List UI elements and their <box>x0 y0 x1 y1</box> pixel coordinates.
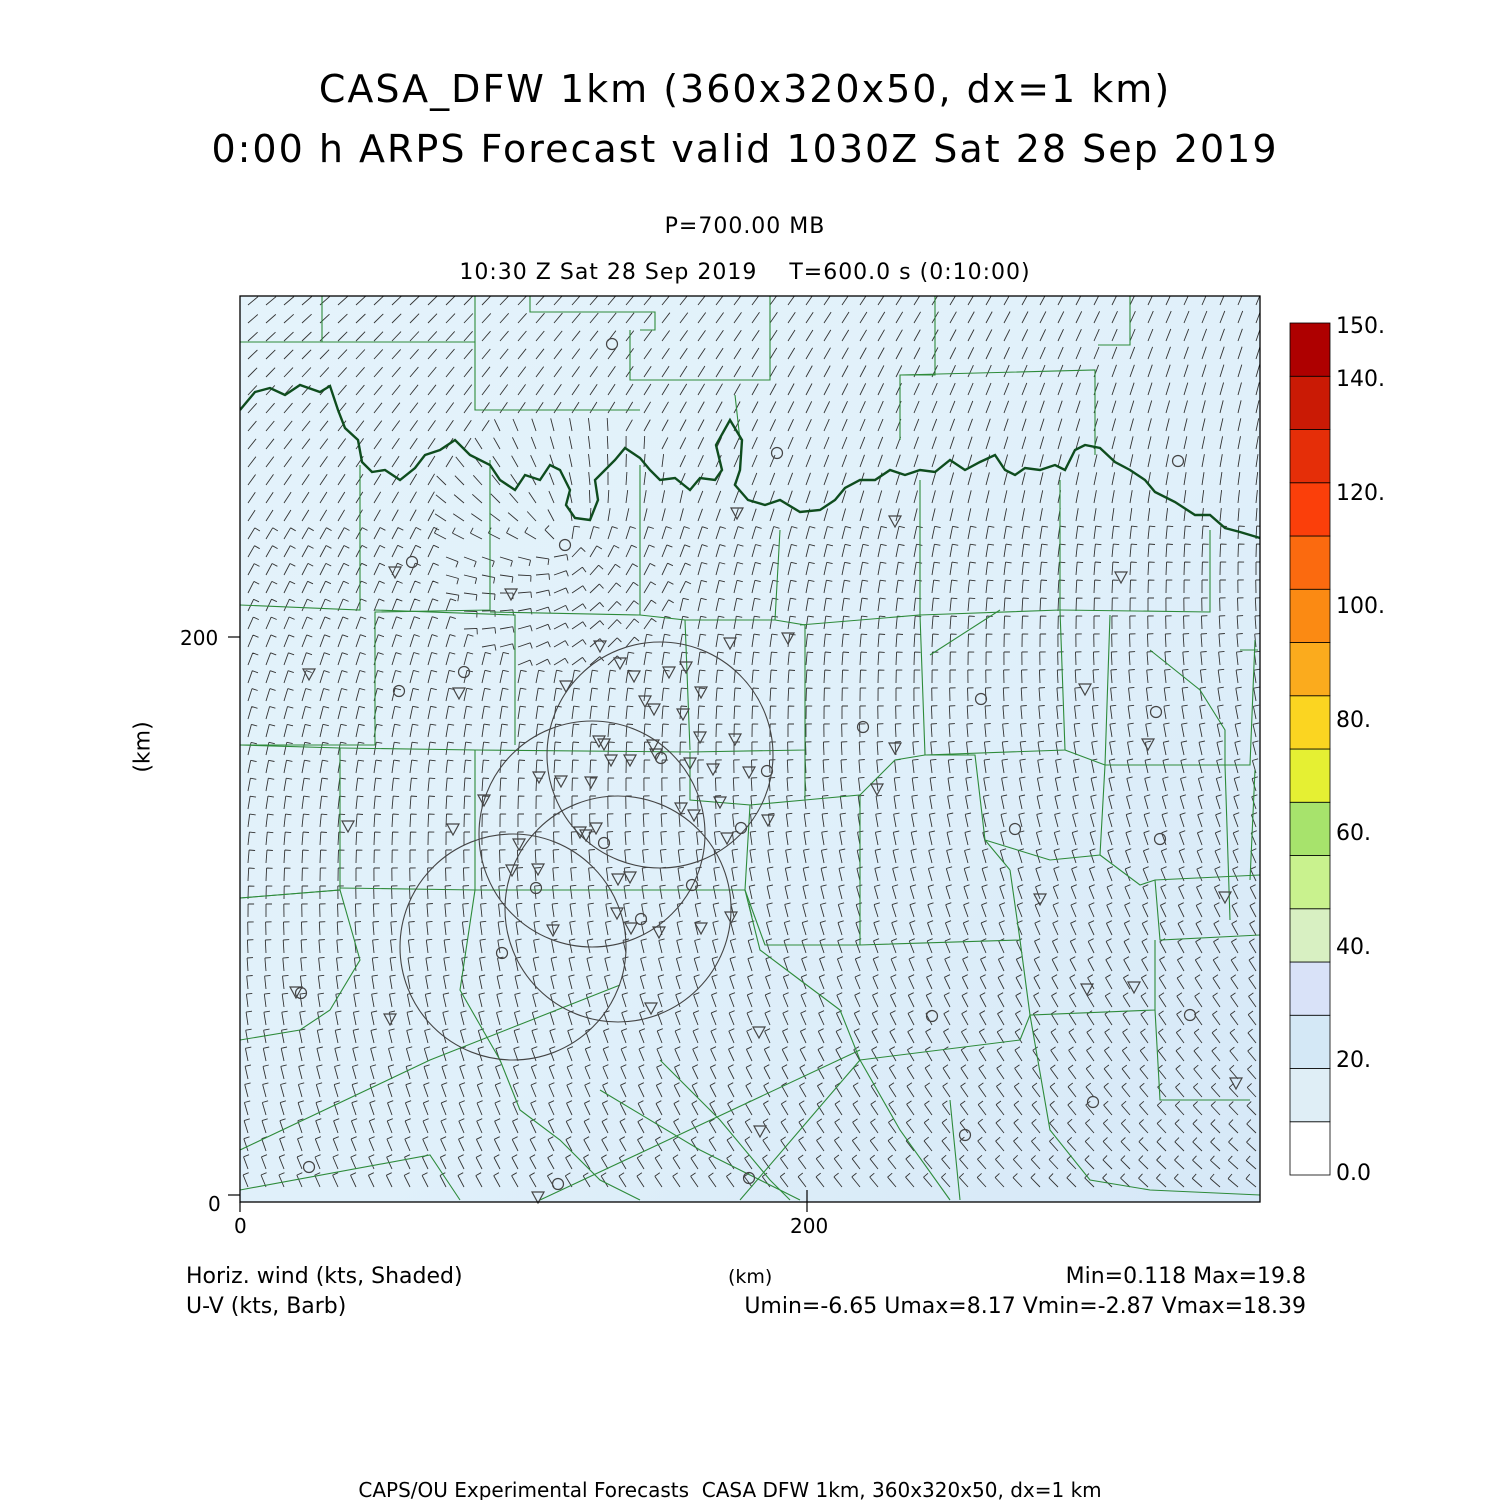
colorbar-label-100: 100. <box>1336 594 1385 619</box>
pressure-level-label: P=700.00 MB <box>664 214 826 239</box>
colorbar-label-20: 20. <box>1336 1048 1371 1073</box>
colorbar-cell <box>1290 376 1330 429</box>
legend-shaded-field: Horiz. wind (kts, Shaded) <box>186 1264 463 1289</box>
colorbar-cell <box>1290 1015 1330 1068</box>
y-tick-0: 0 <box>208 1192 221 1216</box>
colorbar-label-0: 0.0 <box>1336 1161 1371 1186</box>
colorbar-label-150: 150. <box>1336 314 1385 339</box>
colorbar-label-80: 80. <box>1336 708 1371 733</box>
colorbar-label-140: 140. <box>1336 367 1385 392</box>
y-axis-label: (km) <box>130 721 156 773</box>
colorbar-cell <box>1290 323 1330 376</box>
colorbar-label-60: 60. <box>1336 821 1371 846</box>
valid-time-label: 10:30 Z Sat 28 Sep 2019 T=600.0 s (0:10:00) <box>459 260 1031 285</box>
colorbar-cell <box>1290 643 1330 696</box>
colorbar-cell <box>1290 909 1330 962</box>
colorbar-cell <box>1290 483 1330 536</box>
x-tick-200: 200 <box>790 1214 829 1238</box>
x-tick-0: 0 <box>234 1214 247 1238</box>
colorbar-cell <box>1290 856 1330 909</box>
footer-credit: CAPS/OU Experimental Forecasts CASA DFW 1km, 360x320x50, dx=1 km <box>358 1478 1102 1500</box>
colorbar-label-120: 120. <box>1336 481 1385 506</box>
colorbar-cell <box>1290 430 1330 483</box>
colorbar-cell <box>1290 749 1330 802</box>
colorbar-cell <box>1290 1069 1330 1122</box>
colorbar-cell <box>1290 802 1330 855</box>
legend-uv-range: Umin=-6.65 Umax=8.17 Vmin=-2.87 Vmax=18.39 <box>744 1294 1306 1319</box>
colorbar-cell <box>1290 696 1330 749</box>
colorbar-cell <box>1290 536 1330 589</box>
y-tick-200: 200 <box>180 626 219 650</box>
colorbar-cell <box>1290 962 1330 1015</box>
legend-barb-field: U-V (kts, Barb) <box>186 1294 347 1319</box>
legend-min-max: Min=0.118 Max=19.8 <box>1065 1264 1306 1289</box>
figure-title-line1: CASA_DFW 1km (360x320x50, dx=1 km) <box>318 67 1172 111</box>
x-axis-label: (km) <box>728 1266 773 1288</box>
figure-title-line2: 0:00 h ARPS Forecast valid 1030Z Sat 28 Sep 2019 <box>211 127 1279 171</box>
colorbar <box>1290 323 1330 1175</box>
colorbar-cell <box>1290 1122 1330 1175</box>
colorbar-label-40: 40. <box>1336 935 1371 960</box>
colorbar-cell <box>1290 589 1330 642</box>
